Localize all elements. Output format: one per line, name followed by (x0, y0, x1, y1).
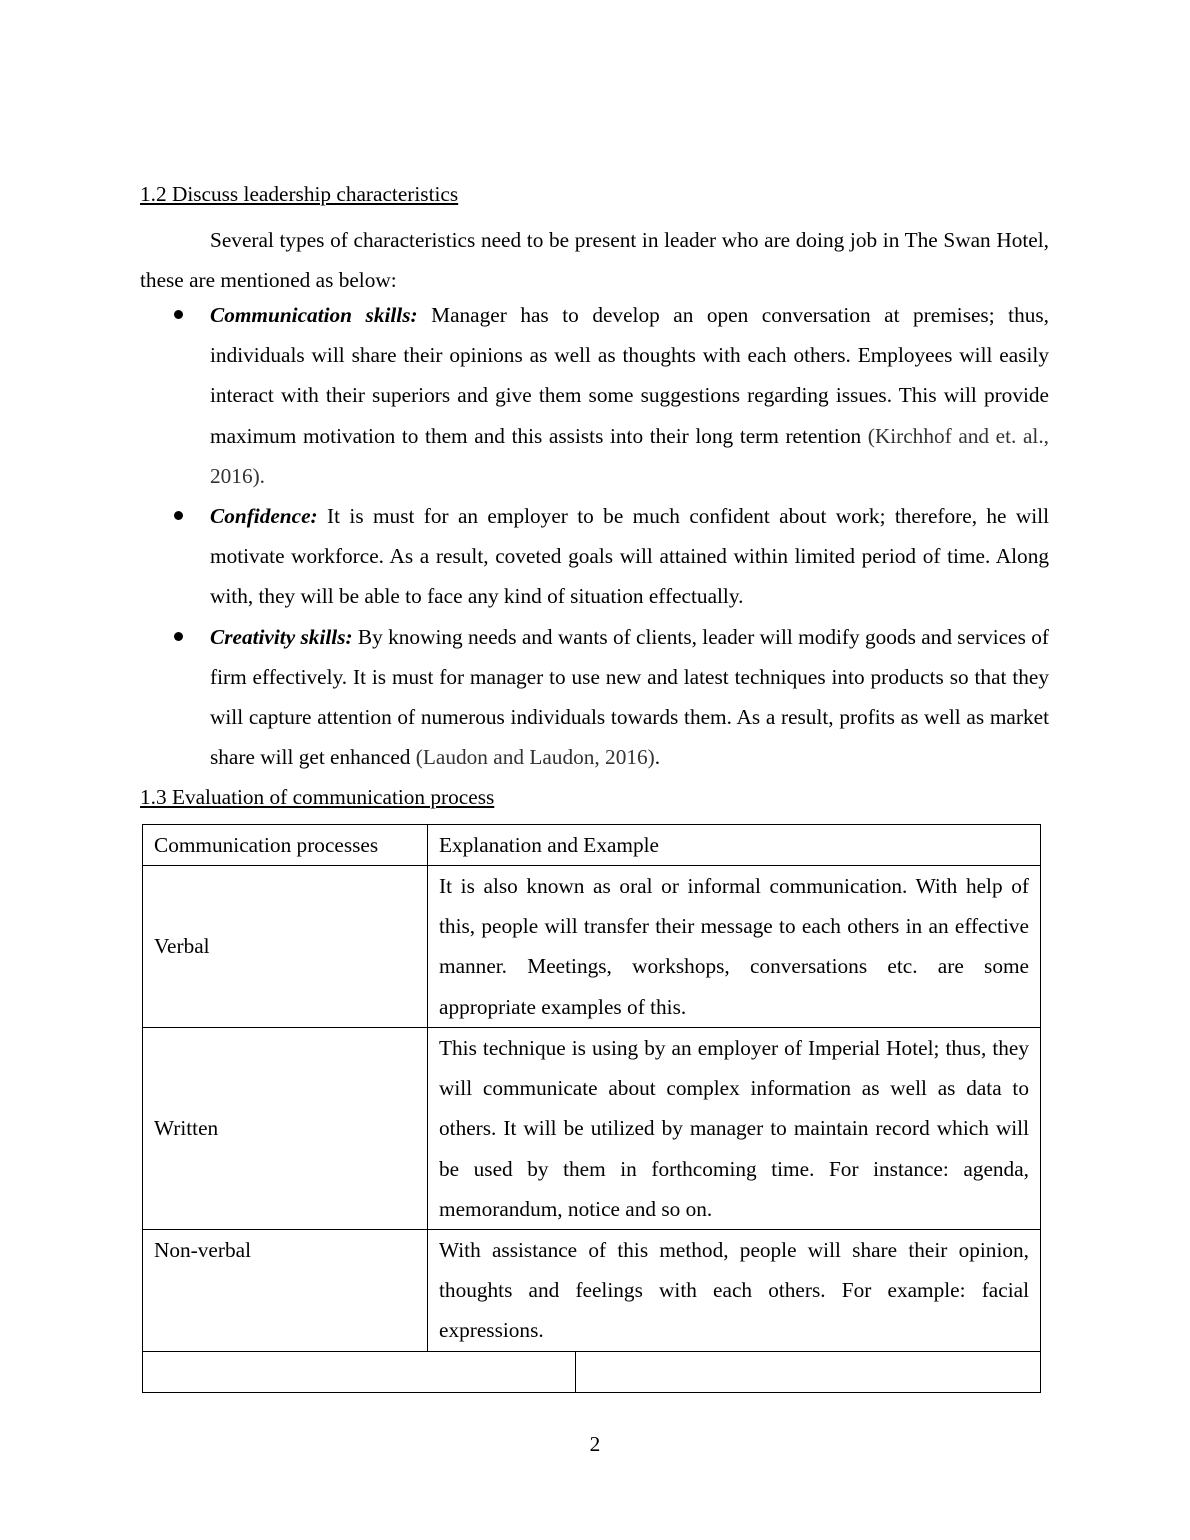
bullet-item-creativity (210, 617, 1049, 778)
bullet-item-confidence (210, 496, 1049, 617)
bullet-text: By knowing needs and wants of clients, leader will modify goods and services of firm effectively. It is must for manager to use new and latest techniques into products so that they will capture attention of numerous individuals towards them. As a result, profits as well as market share will get enhanced (210, 624, 1049, 770)
table-cell-process: Written (143, 1028, 428, 1230)
section-heading-leadership: 1.2 Discuss leadership characteristics (140, 182, 459, 206)
table-cell-explanation: With assistance of this method, people will share their opinion, thoughts and feelings with each others. For example: facial expressions. (428, 1230, 1041, 1352)
bullet-term: Communication skills: (210, 303, 418, 327)
table-cell-process: Verbal (143, 866, 428, 1028)
empty-table-cell (576, 1352, 1041, 1393)
page-number: 2 (589, 1432, 601, 1456)
table-header-cell: Explanation and Example (428, 825, 1041, 866)
bullet-icon (174, 632, 183, 641)
table-row (143, 1028, 1041, 1230)
table-header-cell: Communication processes (143, 825, 428, 866)
bullet-citation: (Kirchhof and et. al., 2016). (210, 423, 1049, 488)
empty-table-cell (143, 1352, 576, 1393)
table-cell-explanation: This technique is using by an employer of Imperial Hotel; thus, they will communicate about complex information as well as data to others. It will be utilized by manager to maintain record which will be used by them in forthcoming time. For instance: agenda, memorandum, notice and so on. (428, 1028, 1041, 1230)
table-row (143, 866, 1041, 1028)
bullet-citation: (Laudon and Laudon, 2016) (415, 745, 655, 770)
communication-process-table (142, 824, 1041, 1352)
bullet-text: Manager has to develop an open conversation at premises; thus, individuals will share their opinions as well as thoughts with each others. Employees will easily interact with their superiors and give them some suggestions regarding issues. This will provide maximum motivation to them and this assists into their long term retention (210, 303, 1049, 448)
bullet-text: It is must for an employer to be much confident about work; therefore, he will motivate workforce. As a result, coveted goals will attained within limited period of time. Along with, they will be able to face any kind of situation effectually. (210, 504, 1049, 609)
table-row (143, 1352, 1041, 1393)
table-cell-process: Non-verbal (143, 1230, 428, 1352)
intro-paragraph: Several types of characteristics need to be present in leader who are doing job in The Swan Hotel, these are mentioned as below: (140, 228, 1049, 292)
bullet-term: Confidence: (210, 504, 318, 529)
bullet-term: Creativity skills: (210, 624, 353, 649)
bullet-item-communication (210, 295, 1049, 496)
table-row (143, 1230, 1041, 1352)
empty-table-row (142, 1351, 1041, 1393)
section-heading-communication: 1.3 Evaluation of communication process (140, 785, 495, 809)
bullet-icon (174, 310, 183, 319)
bullet-tail: . (654, 745, 661, 770)
leadership-bullet-list (210, 295, 1049, 777)
table-header-row (143, 825, 1041, 866)
bullet-icon (174, 511, 183, 520)
table-cell-explanation: It is also known as oral or informal communication. With help of this, people will transfer their message to each others in an effective manner. Meetings, workshops, conversations etc. are some appropriate examples of this. (428, 866, 1041, 1028)
